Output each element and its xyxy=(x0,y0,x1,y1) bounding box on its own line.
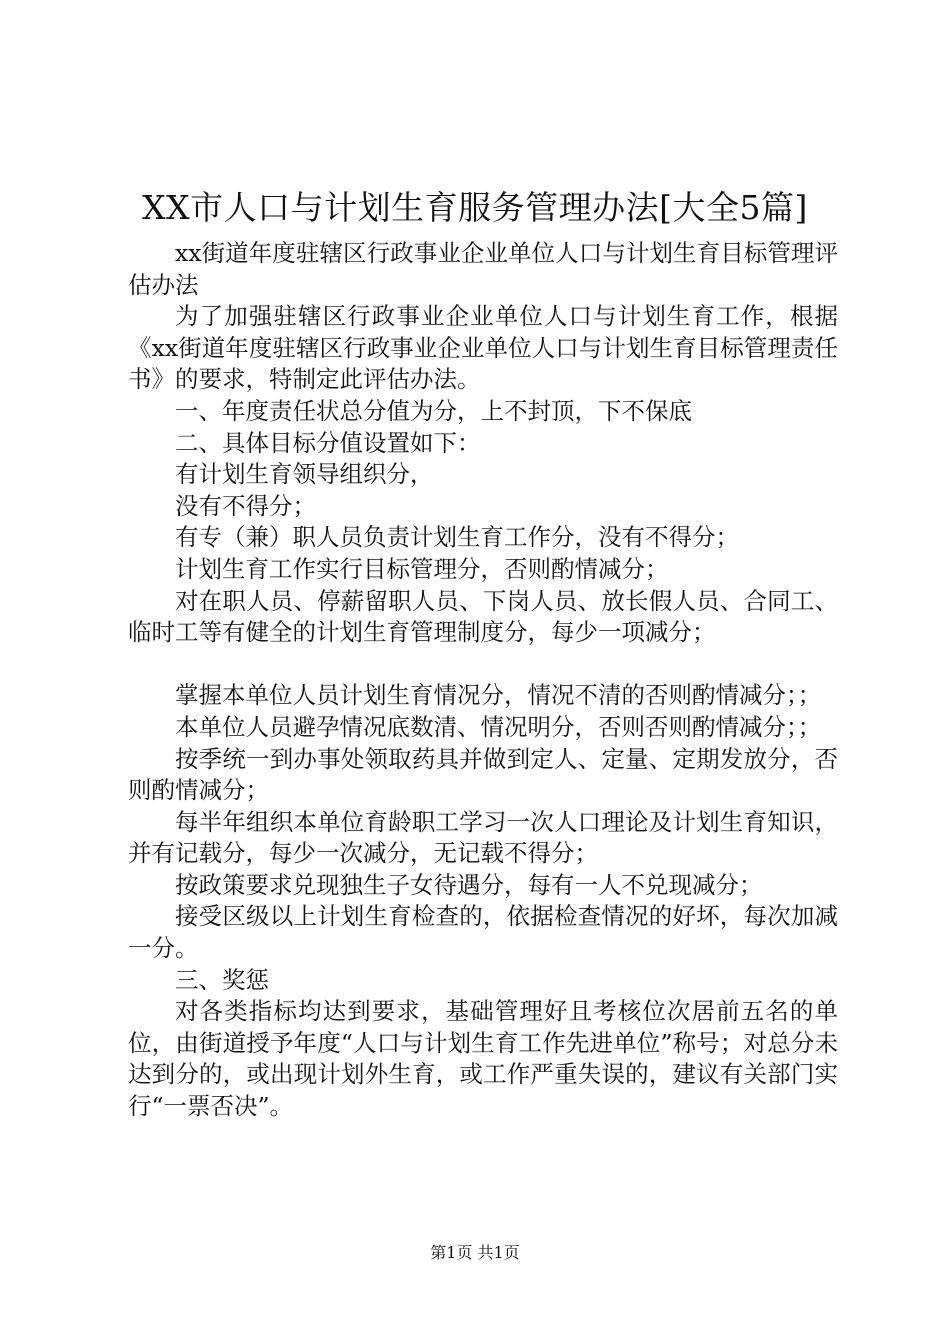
paragraph-item: 有专（兼）职人员负责计划生育工作分，没有不得分； xyxy=(175,523,739,552)
paragraph-item: 计划生育工作实行目标管理分，否则酌情减分； xyxy=(175,554,669,583)
paragraph-item: 本单位人员避孕情况底数清、情况明分，否则否则酌情减分；； xyxy=(175,712,822,741)
paragraph-item: 按季统一到办事处领取药具并做到定人、定量、定期发放分，否则酌情减分； xyxy=(128,744,838,805)
document-title: XX市人口与计划生育服务管理办法[大全5篇] xyxy=(142,188,808,227)
paragraph-rewards: 对各类指标均达到要求，基础管理好且考核位次居前五名的单位，由街道授予年度“人口与计划生育工作先进单位”称号；对总分未达到分的，或出现计划外生育，或工作严重失误的，建议有关部门实行“一票否决”。 xyxy=(128,997,838,1121)
paragraph-item: 接受区级以上计划生育检查的，依据检查情况的好坏，每次加减一分。 xyxy=(128,902,838,963)
paragraph-item: 按政策要求兑现独生子女待遇分，每有一人不兑现减分； xyxy=(175,870,763,899)
document-body xyxy=(128,238,838,1123)
paragraph-item: 掌握本单位人员计划生育情况分，情况不清的否则酌情减分；； xyxy=(175,681,822,710)
paragraph-intro-heading: xx街道年度驻辖区行政事业企业单位人口与计划生育目标管理评估办法 xyxy=(128,239,838,299)
page-footer: 第1页 共1页 xyxy=(430,1243,520,1262)
paragraph-item: 没有不得分； xyxy=(175,491,316,520)
paragraph-section-3: 三、奖惩 xyxy=(175,965,269,994)
paragraph-item: 有计划生育领导组织分， xyxy=(175,460,434,489)
paragraph-item: 对在职人员、停薪留职人员、下岗人员、放长假人员、合同工、临时工等有健全的计划生育管理制度分，每少一项减分； xyxy=(128,586,838,647)
paragraph-purpose: 为了加强驻辖区行政事业企业单位人口与计划生育工作，根据《xx街道年度驻辖区行政事业企业单位人口与计划生育目标管理责任书》的要求，特制定此评估办法。 xyxy=(128,302,838,394)
paragraph-section-2: 二、具体目标分值设置如下： xyxy=(175,428,481,457)
paragraph-item: 每半年组织本单位育龄职工学习一次人口理论及计划生育知识，并有记载分，每少一次减分，无记载不得分； xyxy=(128,807,838,868)
paragraph-section-1: 一、年度责任状总分值为分，上不封顶，下不保底 xyxy=(175,396,692,425)
